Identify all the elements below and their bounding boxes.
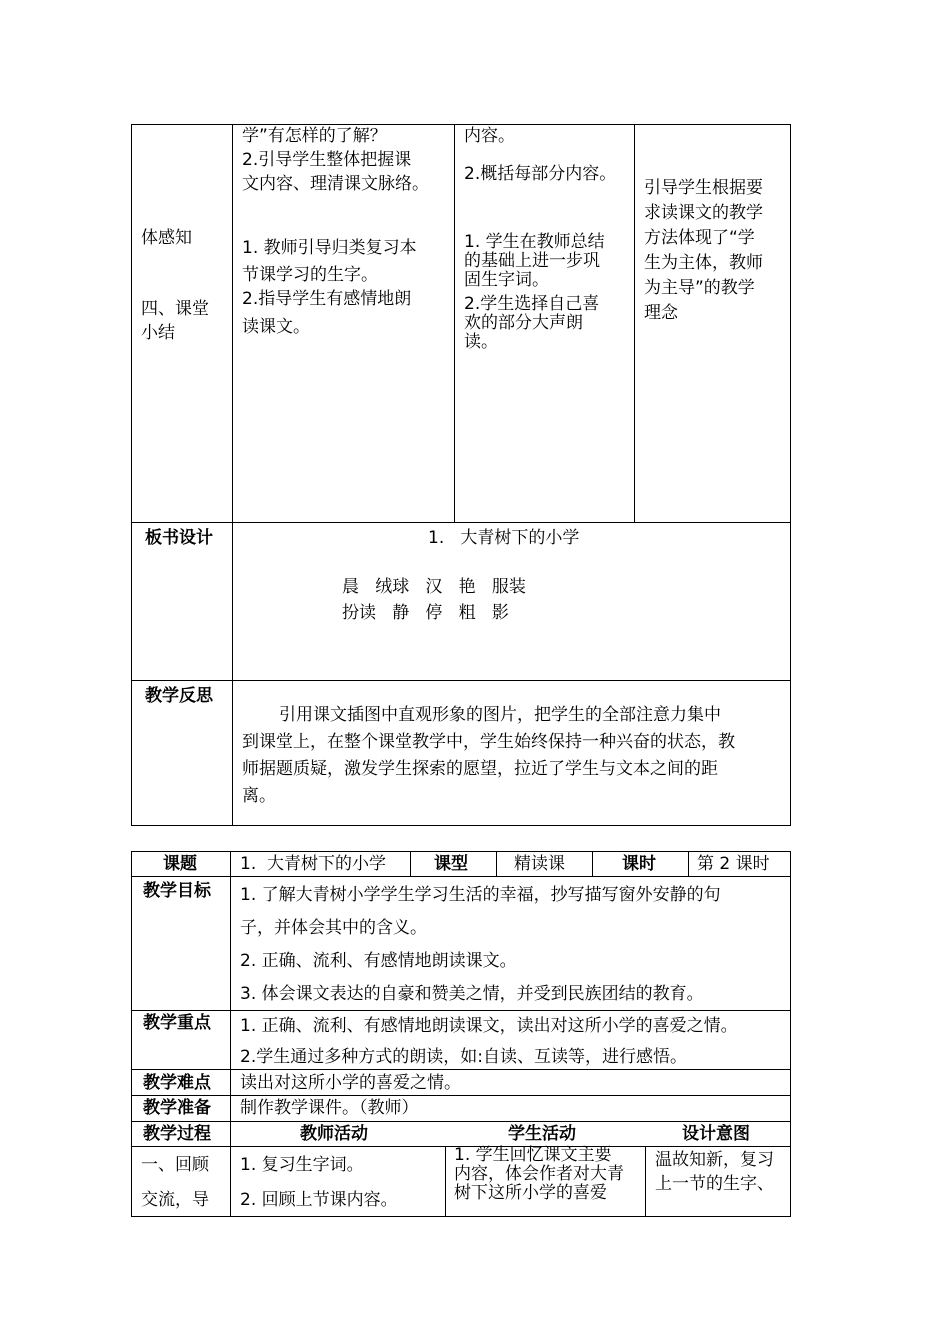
stage-line: 交流，导	[141, 1190, 209, 1210]
process-student	[454, 1146, 624, 1203]
intent-line: 为主导”的教学	[644, 278, 755, 298]
intent-line: 方法体现了“学	[644, 228, 755, 248]
teacher-line: 2.指导学生有感情地朗	[242, 289, 412, 309]
reflection-label: 教学反思	[145, 686, 213, 706]
student-line	[464, 186, 616, 230]
goals-label: 教学目标	[143, 881, 211, 901]
student-line: 2.学生选择自己喜	[464, 294, 600, 314]
goal-line: 3. 体会课文表达的自豪和赞美之情，并受到民族团结的教育。	[240, 984, 704, 1004]
key-point-line: 2.学生通过多种方式的朗读，如:自读、互读等，进行感悟。	[240, 1047, 687, 1067]
teacher-line: 文内容、理清课文脉络。	[242, 174, 429, 194]
teacher-line: 2.引导学生整体把握课	[242, 150, 412, 170]
topic-value: 1. 大青树下的小学	[240, 854, 387, 874]
period-label: 课时	[622, 854, 656, 874]
type-label: 课型	[434, 854, 468, 874]
reflection-line: 师据题质疑，激发学生探索的愿望，拉近了学生与文本之间的距	[242, 759, 718, 779]
board-line-1: 晨 绒球 汉 艳 服装	[342, 577, 526, 597]
goal-line: 2. 正确、流利、有感情地朗读课文。	[240, 951, 517, 971]
key-points-label: 教学重点	[143, 1013, 211, 1033]
intent-line: 引导学生根据要	[644, 178, 763, 198]
teacher-line: 学”有怎样的了解？	[242, 126, 387, 146]
teacher-activity	[242, 124, 429, 339]
goal-line: 子，并体会其中的含义。	[240, 918, 427, 938]
student-line: 树下这所小学的喜爱	[454, 1183, 607, 1203]
intent-line: 理念	[644, 303, 678, 323]
stage-summary-text: 四、课堂 小结	[141, 299, 209, 343]
key-points-text	[240, 1011, 738, 1073]
reflection-line: 引用课文插图中直观形象的图片，把学生的全部注意力集中	[279, 705, 721, 725]
type-value: 精读课	[514, 854, 565, 874]
student-line: 内容，体会作者对大青	[454, 1164, 624, 1184]
process-teacher	[240, 1148, 398, 1218]
intent-line: 温故知新，复习	[655, 1150, 774, 1170]
student-activity	[464, 124, 617, 352]
student-line: 1. 学生在教师总结	[464, 232, 605, 252]
student-line: 固生字词。	[464, 270, 549, 290]
reflection-line: 离。	[242, 786, 276, 806]
board-title: 1. 大青树下的小学	[428, 528, 580, 548]
student-activity-header: 学生活动	[508, 1124, 576, 1144]
student-line: 内容。	[464, 126, 515, 146]
process-intent	[655, 1148, 774, 1196]
teacher-line: 2. 回顾上节课内容。	[240, 1190, 398, 1210]
intent-line: 求读课文的教学	[644, 203, 763, 223]
student-line: 读。	[464, 332, 498, 352]
reflection-line: 到课堂上，在整个课堂教学中，学生始终保持一种兴奋的状态，教	[242, 732, 735, 752]
process-header: 教学过程	[143, 1124, 211, 1144]
process-stage	[141, 1148, 209, 1218]
teacher-line	[242, 196, 429, 236]
design-intent	[644, 176, 763, 326]
reflection-text	[242, 702, 735, 810]
board-line-2: 扮读 静 停 粗 影	[342, 603, 509, 623]
topic-label: 课题	[163, 854, 197, 874]
difficulty-label: 教学难点	[143, 1073, 211, 1093]
goal-line: 1. 了解大青树小学学生学习生活的幸福，抄写描写窗外安静的句	[240, 885, 721, 905]
stage-line: 一、回顾	[141, 1155, 209, 1175]
intent-line: 上一节的生字、	[655, 1174, 774, 1194]
goals-text	[240, 879, 721, 1011]
difficulty-value: 读出对这所小学的喜爱之情。	[240, 1073, 461, 1093]
teacher-line: 1. 复习生字词。	[240, 1155, 364, 1175]
key-point-line: 1. 正确、流利、有感情地朗读课文，读出对这所小学的喜爱之情。	[240, 1016, 738, 1036]
teacher-activity-header: 教师活动	[300, 1124, 368, 1144]
design-intent-header: 设计意图	[682, 1124, 750, 1144]
teacher-line: 读课文。	[242, 317, 310, 337]
intent-line: 生为主体，教师	[644, 253, 763, 273]
student-line: 的基础上进一步巩	[464, 251, 600, 271]
period-value: 第 2 课时	[697, 854, 770, 874]
teacher-line: 1. 教师引导归类复习本	[242, 238, 417, 258]
board-design-label: 板书设计	[145, 528, 213, 548]
student-line	[464, 148, 616, 162]
preparation-label: 教学准备	[143, 1098, 211, 1118]
teacher-line: 节课学习的生字。	[242, 265, 378, 285]
student-line: 2.概括每部分内容。	[464, 164, 617, 184]
preparation-value: 制作教学课件。（教师）	[240, 1098, 419, 1118]
stage-text: 体感知	[141, 228, 192, 248]
student-line: 欢的部分大声朗	[464, 313, 583, 333]
student-line: 1. 学生回忆课文主要	[454, 1145, 612, 1165]
